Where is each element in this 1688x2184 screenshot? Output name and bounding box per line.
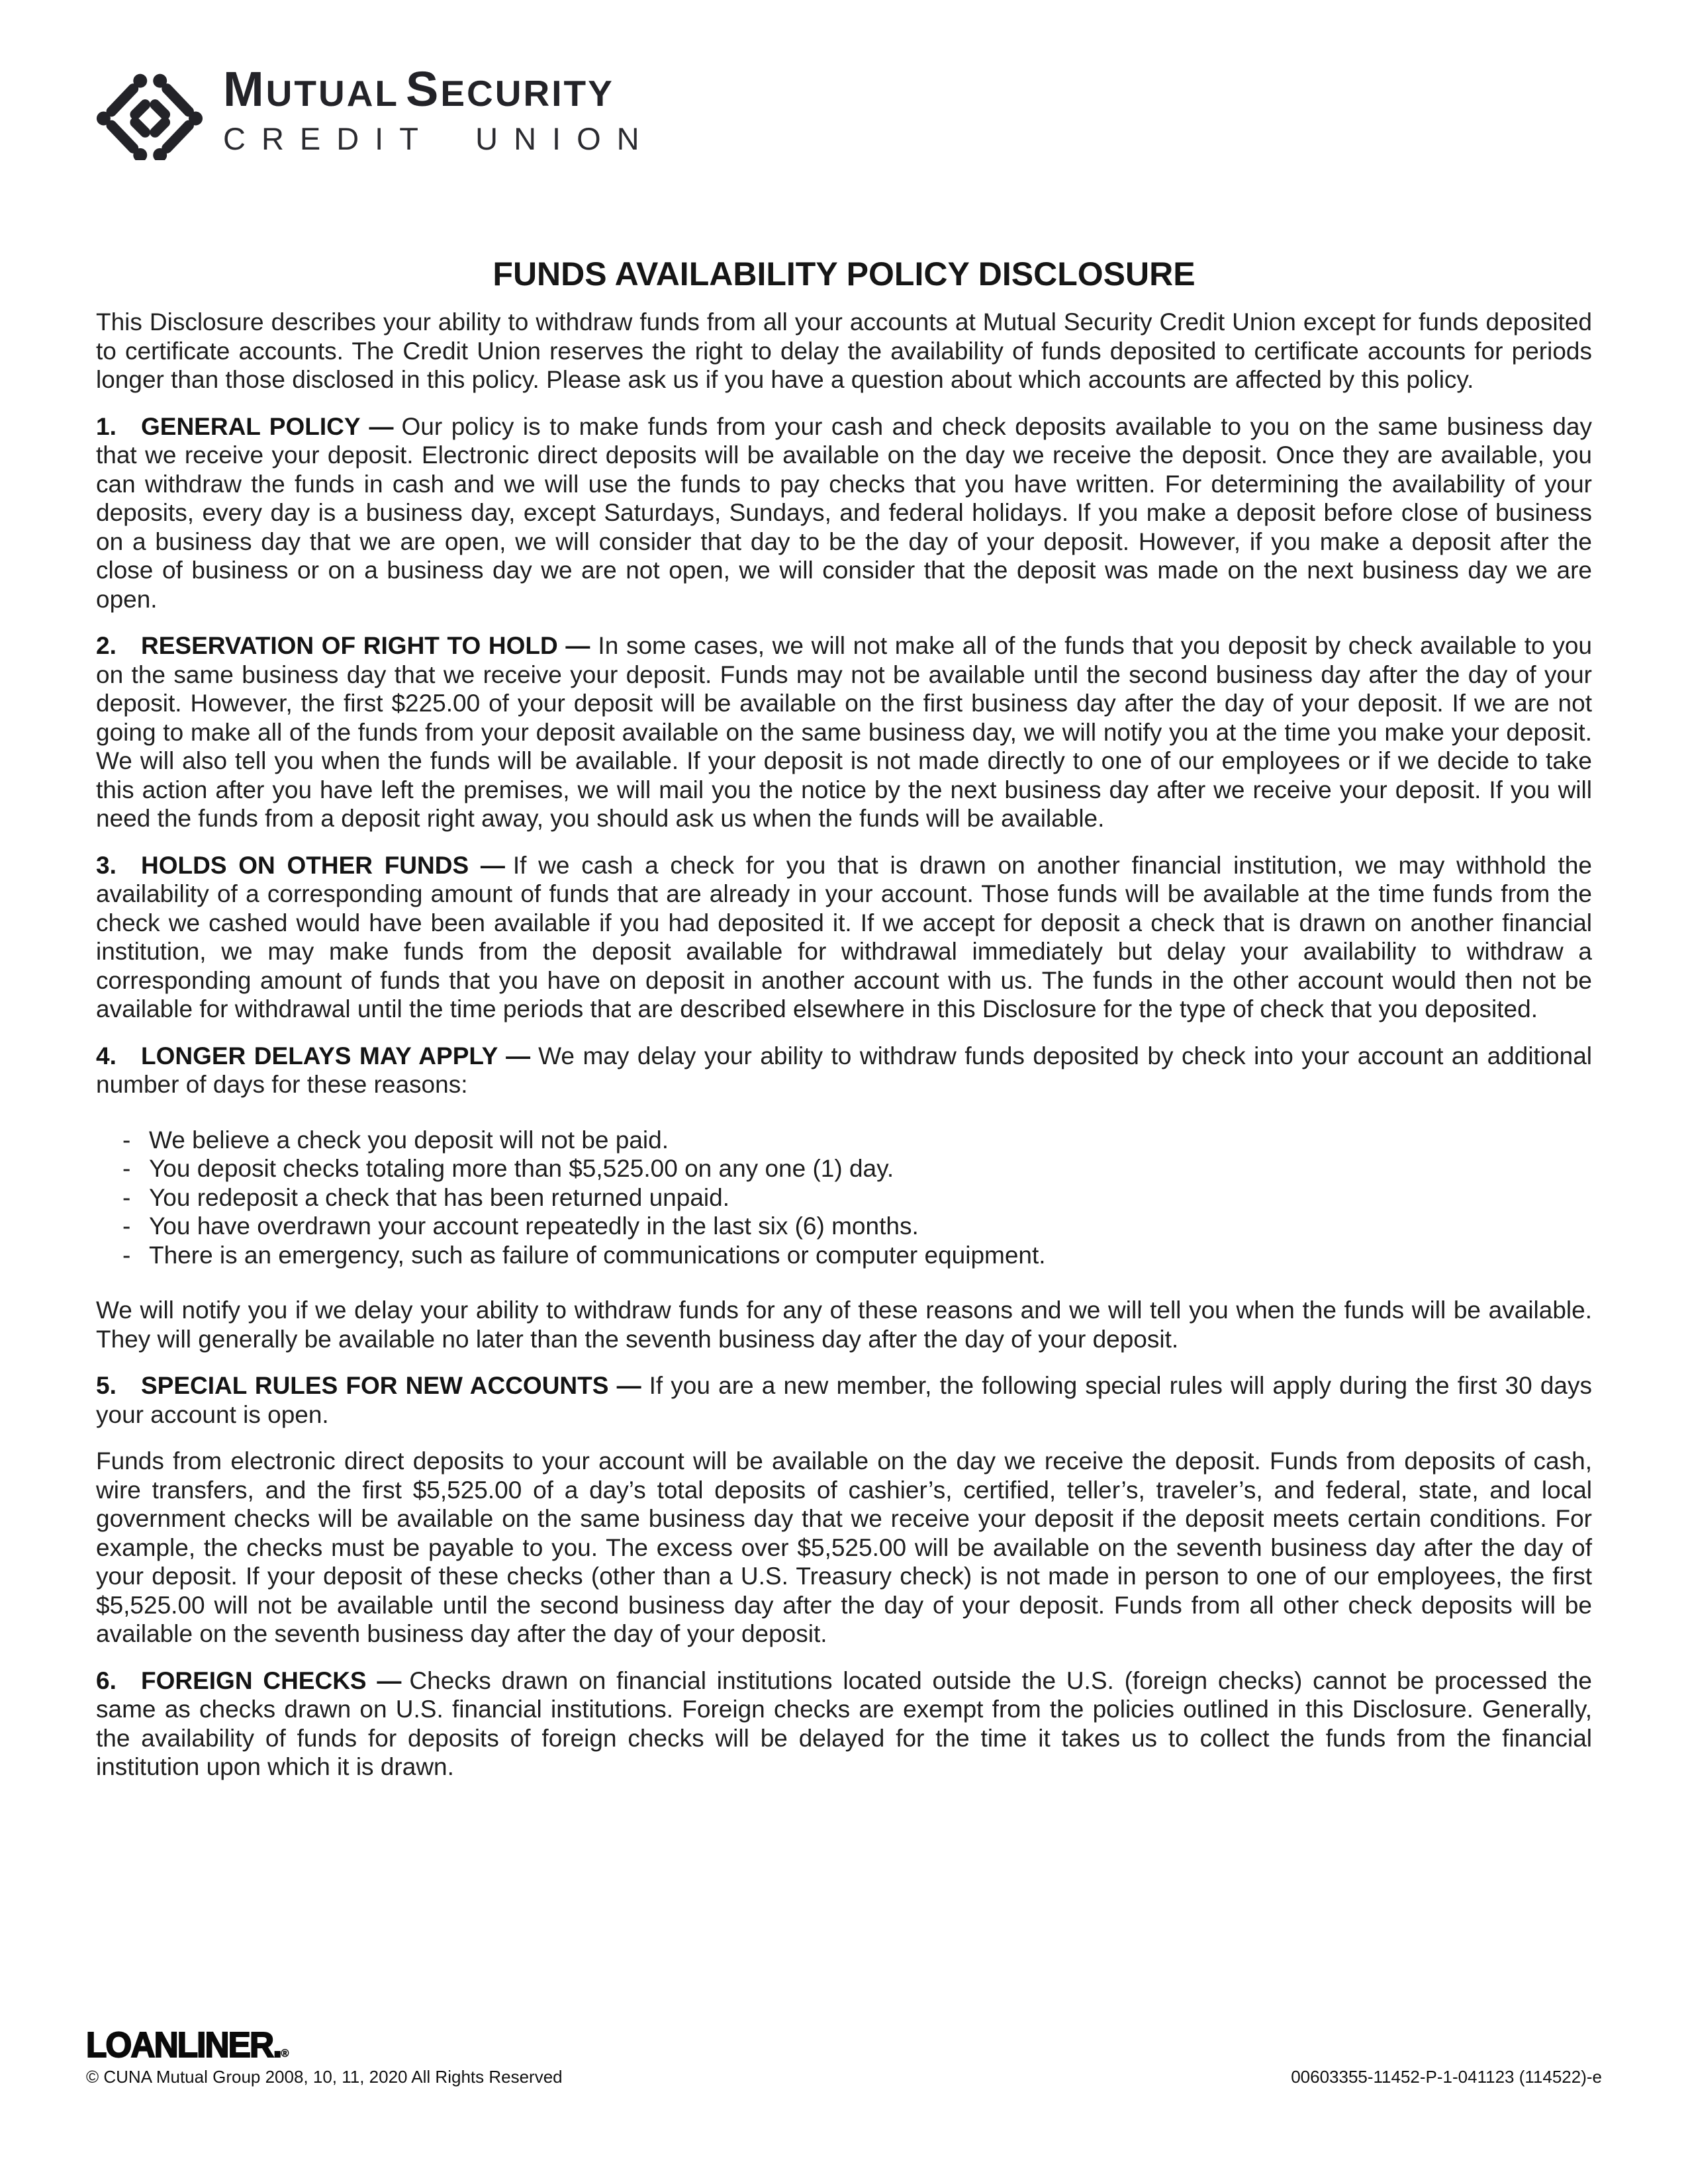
registered-mark-icon: ® (281, 2047, 288, 2060)
delay-reasons-list (96, 1126, 1592, 1270)
brand-word-rest: UTUAL (265, 72, 400, 114)
list-item-text: There is an emergency, such as failure of communications or computer equipment. (149, 1241, 1046, 1269)
section-4-paragraph (96, 1042, 1592, 1099)
section-number: 5. (96, 1372, 117, 1399)
section-body: Our policy is to make funds from your cash and check deposits available to you on the same business day that we receive your deposit. Electronic direct deposits will be available on the day we receive the deposit. Once they are available, you can withdraw the funds in cash and we will use the funds to pay checks that you have written. For determining the availability of your deposits, every day is a business day, except Saturdays, Sundays, and federal holidays. If you make a deposit before close of business on a business day that we are open, we will consider that day to be the day of your deposit. However, if you make a deposit after the close of business or on a business day we are not open, we will consider that the deposit was made on the next business day we are open. (96, 412, 1592, 613)
section-title: GENERAL POLICY — (141, 412, 394, 440)
section-number: 6. (96, 1666, 117, 1694)
section-number: 1. (96, 412, 117, 440)
bullet-marker: - (122, 1241, 131, 1269)
section-number: 3. (96, 851, 117, 879)
section-5-paragraph (96, 1371, 1592, 1429)
list-item (122, 1154, 1592, 1183)
document-content (96, 0, 1592, 1782)
section-body: If we cash a check for you that is drawn on another financial institution, we may withhold the availability of a corresponding amount of funds that are already in your account. Those funds will be available at the time funds from the check we cashed would have been available if you had deposited it. If we accept for deposit a check that is drawn on another financial institution, we may make funds from the deposit available for withdrawal immediately but delay your availability to withdraw a corresponding amount of funds that you have on deposit in another account with us. The funds in the other account would then not be available for withdrawal until the time periods that are described elsewhere in this Disclosure for the type of check that you deposited. (96, 851, 1592, 1023)
list-item (122, 1183, 1592, 1212)
new-accounts-paragraph: Funds from electronic direct deposits to your account will be available on the day we receive the deposit. Funds from deposits of cash, wire transfers, and the first $5,525.00 of a day’s total deposits of cashier’s, certified, teller’s, traveler’s, and federal, state, and local government checks will be available on the same business day that we receive your deposit if the deposit meets certain conditions. For example, the checks must be payable to you. The excess over $5,525.00 will be available on the seventh business day after the day of your deposit. If your deposit of these checks (other than a U.S. Treasury check) is not made in person to one of our employees, the first $5,525.00 will not be available until the second business day after the day of your deposit. Funds from all other check deposits will be available on the seventh business day after the day of your deposit. (96, 1447, 1592, 1647)
section-body: We may delay your ability to withdraw funds deposited by check into your account an additional number of days for these reasons: (96, 1042, 1592, 1098)
page-title: FUNDS AVAILABILITY POLICY DISCLOSURE (492, 255, 1196, 293)
section-title: HOLDS ON OTHER FUNDS — (141, 851, 505, 879)
brand-subtitle: CREDIT UNION (223, 120, 655, 156)
section-title: FOREIGN CHECKS — (141, 1666, 402, 1694)
loanliner-logo (86, 2027, 539, 2063)
section-title: LONGER DELAYS MAY APPLY — (141, 1042, 531, 1069)
section-title: RESERVATION OF RIGHT TO HOLD — (141, 632, 590, 659)
section-number: 2. (96, 632, 117, 659)
section-6-paragraph (96, 1666, 1592, 1782)
section-body: Checks drawn on financial institutions located outside the U.S. (foreign checks) cannot be processed the same as checks drawn on U.S. financial institutions. Foreign checks are exempt from the policies outlined in this Disclosure. Generally, the availability of funds for deposits of foreign checks will be delayed for the time it takes us to collect the funds from the financial institution upon which it is drawn. (96, 1666, 1592, 1780)
section-body: If you are a new member, the following special rules will apply during the first 30 days your account is open. (96, 1372, 1592, 1428)
brand-initial: M (223, 61, 266, 116)
brand-word-rest: ECURITY (440, 72, 614, 114)
brand-initial: S (406, 61, 441, 116)
list-item-text: You redeposit a check that has been returned unpaid. (149, 1183, 729, 1211)
after-list-paragraph: We will notify you if we delay your ability to withdraw funds for any of these reasons and we will tell you when the funds will be available. They will generally be available no later than the seventh business day after the day of your deposit. (96, 1297, 1592, 1353)
form-number: 00603355-11452-P-1-041123 (114522)-e (1291, 2067, 1602, 2087)
loanliner-wordmark: LOANLINER. (86, 2025, 281, 2065)
list-item-text: You have overdrawn your account repeatedly in the last six (6) months. (149, 1212, 919, 1240)
list-item-text: We believe a check you deposit will not be paid. (149, 1126, 669, 1154)
bullet-marker: - (122, 1183, 131, 1211)
list-item (122, 1126, 1592, 1155)
footer-left (86, 2027, 563, 2087)
bullet-marker: - (122, 1126, 131, 1154)
intro-paragraph: This Disclosure describes your ability to withdraw funds from all your accounts at Mutual Security Credit Union except for funds deposited to certificate accounts. The Credit Union reserves the right to delay the availability of funds deposited to certificate accounts for periods longer than those disclosed in this policy. Please ask us if you have a question about which accounts are affected by this policy. (96, 308, 1592, 393)
list-item-text: You deposit checks totaling more than $5,525.00 on any one (1) day. (149, 1155, 894, 1182)
copyright-text: © CUNA Mutual Group 2008, 10, 11, 2020 All Rights Reserved (86, 2067, 563, 2087)
page-footer (86, 2027, 1602, 2087)
section-number: 4. (96, 1042, 117, 1069)
credit-union-diamond-logo-icon (87, 61, 209, 160)
list-item (122, 1212, 1592, 1241)
section-3-paragraph (96, 851, 1592, 1024)
bullet-marker: - (122, 1212, 131, 1240)
section-title: SPECIAL RULES FOR NEW ACCOUNTS — (141, 1372, 641, 1399)
list-item (122, 1241, 1592, 1270)
section-2-paragraph (96, 631, 1592, 833)
brand-text (223, 61, 655, 157)
section-1-paragraph (96, 412, 1592, 614)
section-body: In some cases, we will not make all of the funds that you deposit by check available to you on the same business day that we receive your deposit. Funds may not be available until the second business day after the day of your deposit. However, the first $225.00 of your deposit will be available on the first business day after the day of your deposit. If we are not going to make all of the funds from your deposit available on the same business day, we will notify you at the time you make your deposit. We will also tell you when the funds will be available. If your deposit is not made directly to one of our employees or if we decide to take this action after you have left the premises, we will mail you the notice by the next business day after we receive your deposit. If you will need the funds from a deposit right away, you should ask us when the funds will be available. (96, 632, 1592, 832)
brand-name (223, 61, 655, 116)
bullet-marker: - (122, 1155, 131, 1182)
brand-logo (87, 61, 1592, 160)
